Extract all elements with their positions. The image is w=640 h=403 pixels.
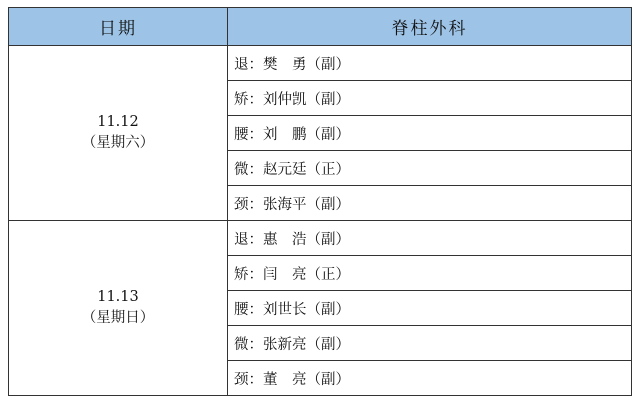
duty-entry: 矫：刘仲凯（副） xyxy=(228,81,632,116)
weekday-label: （星期日） xyxy=(81,310,155,326)
table-row xyxy=(9,221,632,256)
duty-entry: 退：樊 勇（副） xyxy=(228,46,632,81)
date-cell-day-2 xyxy=(9,221,228,396)
duty-entry: 微：赵元廷（正） xyxy=(228,151,632,186)
duty-entry: 退：惠 浩（副） xyxy=(228,221,632,256)
duty-entry: 颈：董 亮（副） xyxy=(228,361,632,396)
date-column-header: 日期 xyxy=(9,8,228,46)
department-column-header: 脊柱外科 xyxy=(228,8,632,46)
duty-entry: 微：张新亮（副） xyxy=(228,326,632,361)
duty-entry: 颈：张海平（副） xyxy=(228,186,632,221)
table-row xyxy=(9,46,632,81)
duty-schedule-table xyxy=(8,7,632,396)
weekday-label: （星期六） xyxy=(81,135,155,151)
duty-entry: 腰：刘世长（副） xyxy=(228,291,632,326)
date-cell-day-1 xyxy=(9,46,228,221)
date-label: 11.13 xyxy=(97,289,139,305)
duty-entry: 矫：闫 亮（正） xyxy=(228,256,632,291)
date-label: 11.12 xyxy=(97,114,139,130)
table-header-row xyxy=(9,8,632,46)
duty-entry: 腰：刘 鹏（副） xyxy=(228,116,632,151)
